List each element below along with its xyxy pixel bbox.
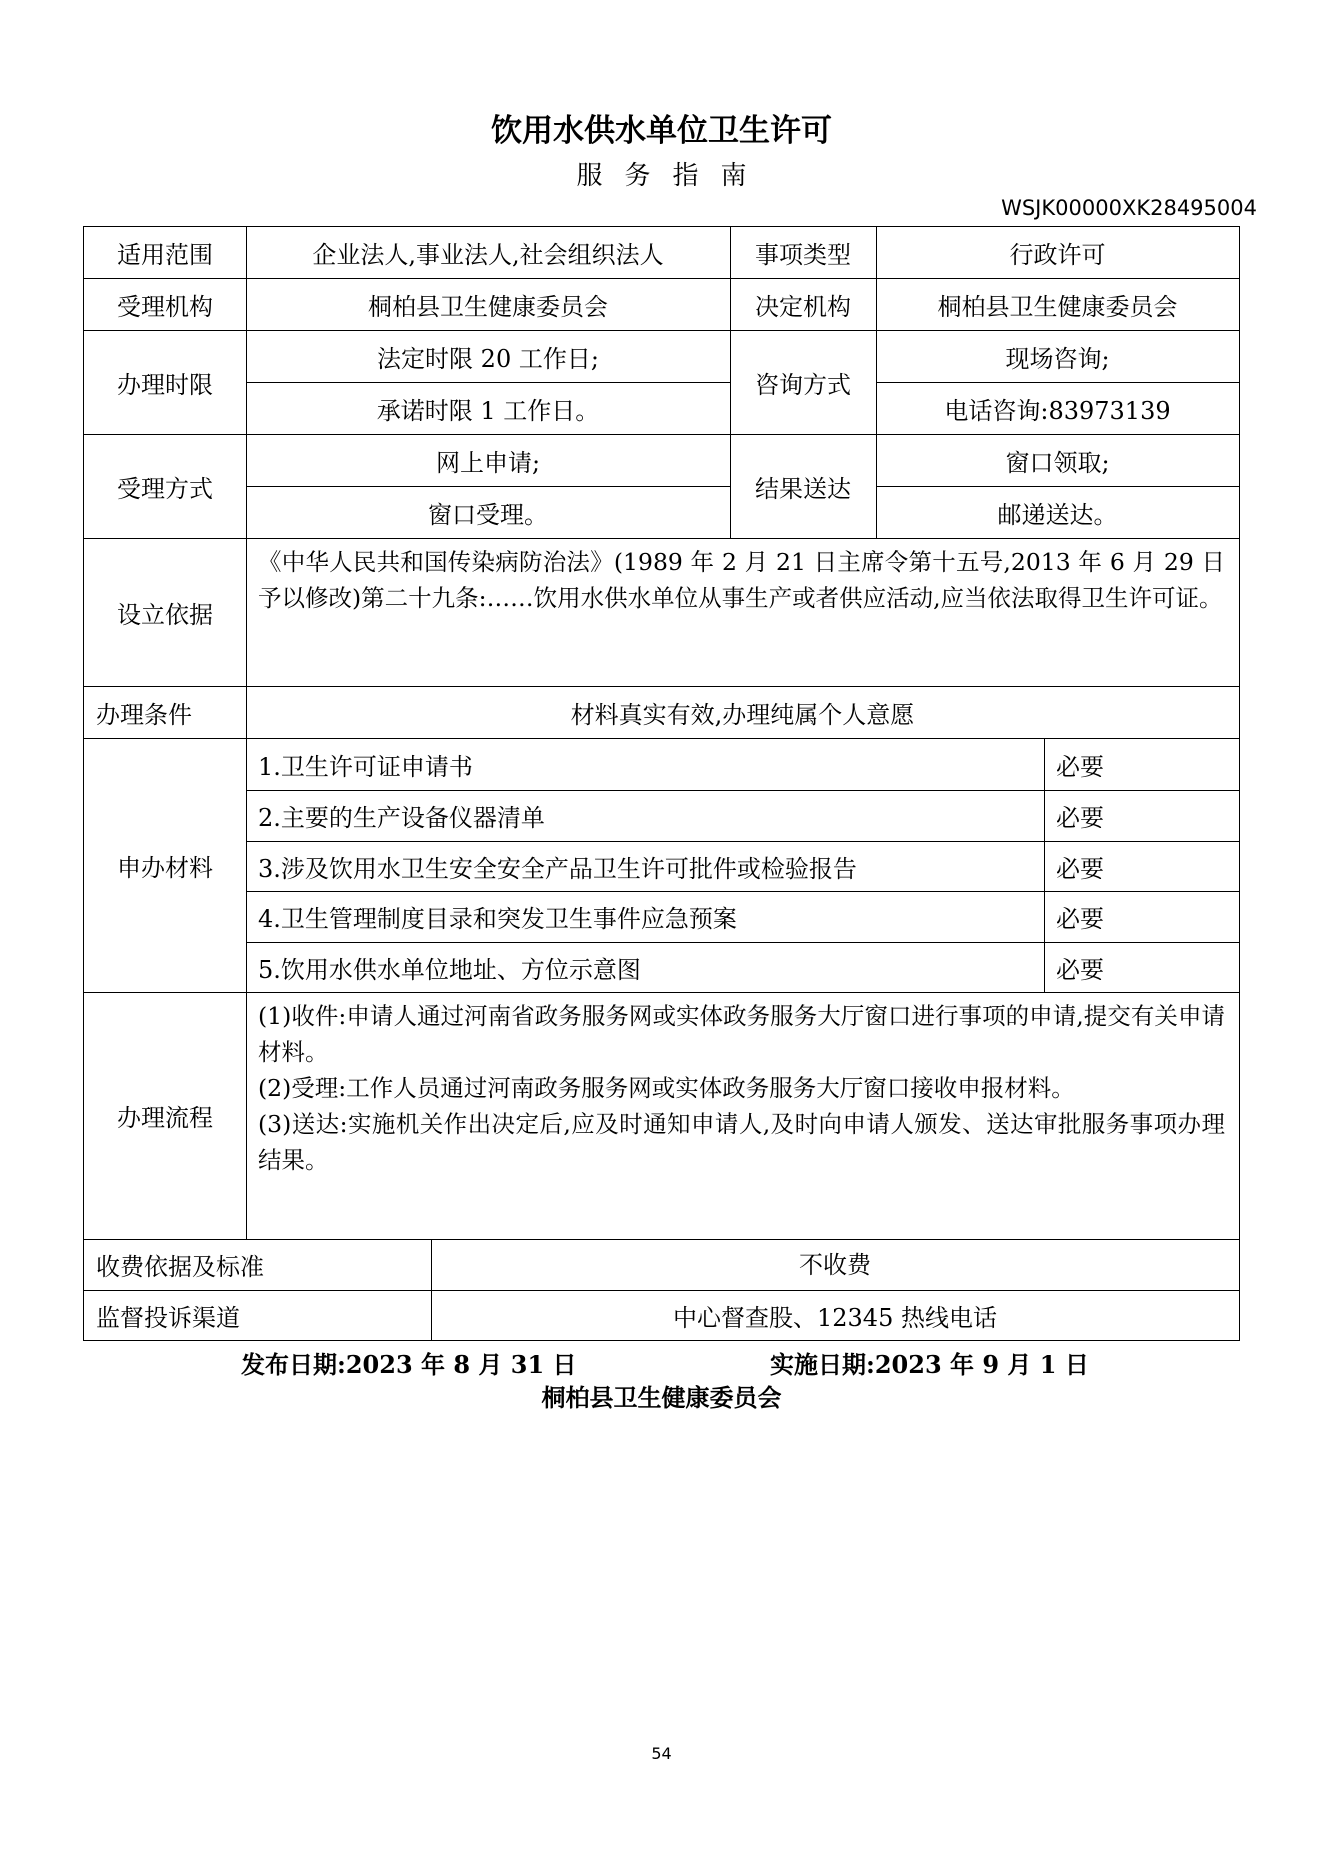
accept-mode-window: 窗口受理。 bbox=[428, 500, 548, 529]
accept-org-label: 受理机构 bbox=[117, 292, 213, 321]
material-item: 4.卫生管理制度目录和突发卫生事件应急预案 bbox=[258, 905, 737, 933]
fee-value: 不收费 bbox=[799, 1251, 871, 1279]
complaint-label: 监督投诉渠道 bbox=[96, 1304, 240, 1332]
material-required: 必要 bbox=[1056, 752, 1104, 781]
type-label: 事项类型 bbox=[755, 241, 851, 269]
process-text bbox=[246, 992, 1239, 1239]
material-required: 必要 bbox=[1056, 854, 1104, 883]
delivery-label: 结果送达 bbox=[755, 474, 851, 503]
consult-onsite: 现场咨询; bbox=[1005, 344, 1110, 373]
complaint-value: 中心督查股、12345 热线电话 bbox=[673, 1304, 997, 1332]
material-item: 2.主要的生产设备仪器清单 bbox=[258, 804, 545, 832]
material-item: 3.涉及饮用水卫生安全安全产品卫生许可批件或检验报告 bbox=[258, 854, 857, 883]
consult-phone: 电话咨询:83973139 bbox=[944, 396, 1171, 425]
scope-label: 适用范围 bbox=[117, 241, 213, 269]
condition-label: 办理条件 bbox=[96, 700, 192, 729]
condition-value: 材料真实有效,办理纯属个人意愿 bbox=[570, 700, 915, 729]
basis-label: 设立依据 bbox=[117, 600, 213, 629]
time-limit-label: 办理时限 bbox=[117, 370, 213, 399]
delivery-mail: 邮递送达。 bbox=[997, 500, 1118, 529]
time-limit-legal: 法定时限 20 工作日; bbox=[377, 344, 599, 373]
process-step-deliver: (3)送达:实施机关作出决定后,应及时通知申请人,及时向申请人颁发、送达审批服务事项办理结果。 bbox=[258, 1110, 1225, 1174]
basis-text: 《中华人民共和国传染病防治法》(1989 年 2 月 21 日主席令第十五号,2013 年 6 月 29 日予以修改)第二十九条:……饮用水供水单位从事生产或者供应活动,应当依法取得卫生许可证。 bbox=[258, 548, 1225, 612]
material-item: 1.卫生许可证申请书 bbox=[258, 752, 473, 781]
accept-mode-label: 受理方式 bbox=[117, 474, 213, 503]
process-step-accept: (2)受理:工作人员通过河南政务服务网或实体政务服务大厅窗口接收申报材料。 bbox=[258, 1074, 1075, 1102]
effective-date: 实施日期:2023 年 9 月 1 日 bbox=[770, 1350, 1089, 1379]
item-code: WSJK00000XK28495004 bbox=[1001, 196, 1257, 220]
accept-org-value: 桐柏县卫生健康委员会 bbox=[368, 292, 608, 321]
service-guide-table bbox=[83, 226, 1240, 1341]
type-value: 行政许可 bbox=[1009, 241, 1106, 269]
material-required: 必要 bbox=[1056, 905, 1104, 933]
time-limit-promised: 承诺时限 1 工作日。 bbox=[376, 396, 600, 425]
process-step-receive: (1)收件:申请人通过河南省政务服务网或实体政务服务大厅窗口进行事项的申请,提交有关申请材料。 bbox=[258, 1002, 1225, 1066]
decide-org-label: 决定机构 bbox=[755, 292, 851, 321]
consult-label: 咨询方式 bbox=[755, 370, 851, 399]
scope-value: 企业法人,事业法人,社会组织法人 bbox=[312, 241, 664, 269]
publish-date: 发布日期:2023 年 8 月 31 日 bbox=[241, 1350, 577, 1379]
decide-org-value: 桐柏县卫生健康委员会 bbox=[937, 292, 1178, 321]
materials-label: 申办材料 bbox=[117, 853, 213, 882]
issuing-organization: 桐柏县卫生健康委员会 bbox=[541, 1383, 782, 1412]
material-required: 必要 bbox=[1056, 955, 1104, 984]
delivery-window: 窗口领取; bbox=[1005, 448, 1110, 477]
process-label: 办理流程 bbox=[117, 1104, 213, 1132]
material-required: 必要 bbox=[1056, 804, 1104, 832]
document-title: 饮用水供水单位卫生许可 bbox=[491, 113, 832, 149]
material-item: 5.饮用水供水单位地址、方位示意图 bbox=[258, 955, 641, 984]
accept-mode-online: 网上申请; bbox=[435, 448, 541, 477]
page-number: 54 bbox=[651, 1744, 672, 1763]
fee-label: 收费依据及标准 bbox=[96, 1253, 264, 1281]
document-subtitle: 服务指南 bbox=[576, 161, 769, 191]
